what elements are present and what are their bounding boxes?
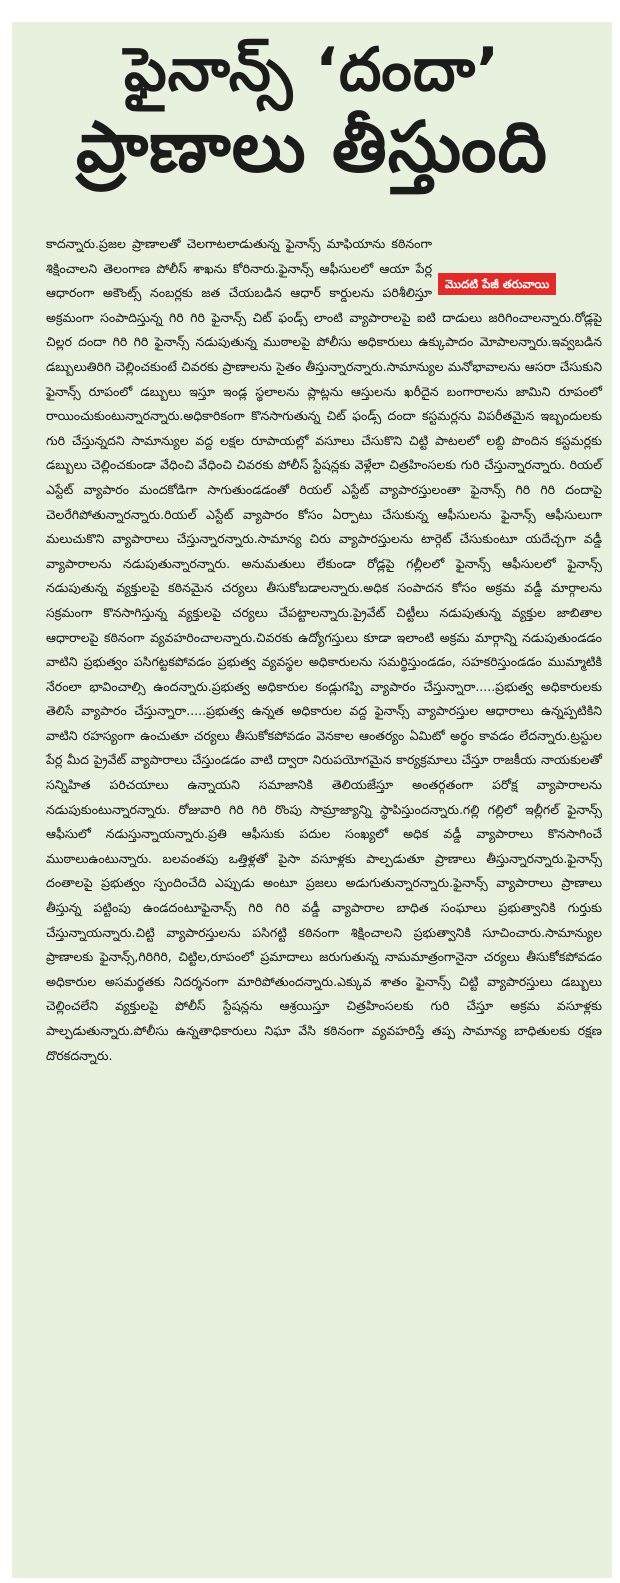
article-body-text: కాదన్నారు.ప్రజల ప్రాణాలతో చెలగాటలాడుతున్న ఫైనాన్స్ మాఫియాను కఠినంగా శిక్షించాలని తెలంగాణ పోలీస్ శాఖను కోరినారు.ఫైనాన్స్ ఆఫీసులలో ఆయా పేర్ల ఆధారంగా అకౌంట్స్ నంబర్లకు జత చేయబడిన ఆధార్ కార్డులను పరిశీలిస్తూ అక్రమంగా సంపాదిస్తున్న గిరి గిరి ఫైనాన్స్ చిట్ ఫండ్స్ లాంటి వ్యాపారాలపై ఐటి దాడులు జరిగించాలన్నారు.రోడ్లపై చిల్లర దందా గిరి గిరి ఫైనాన్స్ నడుపుతున్న ముఠాలపై పోలీసు అధికారులు ఉక్కుపాదం మోపాలన్నారు.ఇవ్వబడిన డబ్బులుతిరిగి చెల్లించకుంటే చివరకు ప్రాణాలను సైతం తీస్తున్నారన్నారు.సామాన్యుల మనోభావాలను ఆసరా చేసుకుని ఫైనాన్స్ రూపంలో డబ్బులు ఇస్తూ ఇండ్ల స్థలాలను ప్లాట్లను ఆస్తులను ఖరీదైన బంగారాలను జామిని రూపంలో రాయించుకుంటున్నారన్నారు.అధికారికంగా కొనసాగుతున్న చిట్ ఫండ్స్ దందా కస్టమర్లను విపరీతమైన ఇబ్బందులకు గురి చేస్తున్నదని సామాన్యుల వద్ద లక్షల రూపాయల్లో వసూలు చేసుకొని చిట్టి పాటలలో లబ్ది పొందిన కస్టమర్లకు డబ్బులు చెల్లించకుండా వేధించి వేధించి చివరకు పోలీస్ స్టేషన్లకు వెళ్లేలా చిత్రహింసలకు గురి చేస్తున్నారన్నారు. రియల్ ఎస్టేట్ వ్యాపారం మందకోడిగా సాగుతుండడంతో రియల్ ఎస్టేట్ వ్యాపారస్తులంతా ఫైనాన్స్ గిరి గిరి దందాపై చెలరేగిపోతున్నారన్నారు.రియల్ ఎస్టేట్ వ్యాపారం కోసం ఏర్పాటు చేసుకున్న ఆఫీసులను ఫైనాన్స్ ఆఫీసులుగా మలుచుకొని వ్యాపారాలు చేస్తున్నారన్నారు.సామాన్య చిరు వ్యాపారస్తులను టార్గెట్ చేసుకుంటూ యదేచ్చగా వడ్డీ వ్యాపారాలను నడుపుతున్నారన్నారు. అనుమతులు లేకుండా రోడ్లపై గల్లీలలో ఫైనాన్స్ ఆఫీసులలో ఫైనాన్స్ నడుపుతున్న వ్యక్తులపై కఠినమైన చర్యలు తీసుకోబడాలన్నారు.అధిక సంపాదన కోసం అక్రమ వడ్డీ మార్గాలను సక్రమంగా కొనసాగిస్తున్న వ్యక్తులపై చర్యలు చేపట్టాలన్నారు.ప్రైవేట్ చిట్టీలు నడుపుతున్న వ్యక్తుల జాబితాల ఆధారాలపై కఠినంగా వ్యవహరించాలన్నారు.చివరకు ఉద్యోగస్తులు కూడా ఇలాంటి అక్రమ మార్గాన్ని నడుపుతుండడం వాటిని ప్రభుత్వం పసిగట్టకపోవడం ప్రభుత్వ వ్యవస్థల అధికారులను సమర్థిస్తుండడం, సహకరిస్తుండడం ముమ్మాటికి నేరంలా భావించాల్సి ఉందన్నారు.ప్రభుత్వ అధికారుల కండ్లుగప్పి వ్యాపారం చేస్తున్నారా.....ప్రభుత్వ అధికారులకు తెలిసే వ్యాపారం చేస్తున్నారా.....ప్రభుత్వ ఉన్నత అధికారుల వద్ద ఫైనాన్స్ వ్యాపారస్తుల ఆధారాలు ఉన్నప్పటికిని వాటిని రహస్యంగా ఉంచుతూ చర్యలు తీసుకోకపోవడం వెనకాల ఆంతర్యం ఏమిటో అర్థం కావడం లేదన్నారు.ట్రస్టుల పేర్ల మీద ప్రైవేట్ వ్యాపారాలు చేస్తుండడం వాటి ద్వారా నిరుపయోగమైన కార్యక్రమాలు చేస్తూ రాజకీయ నాయకులతో సన్నిహిత పరిచయాలు ఉన్నాయని సమాజానికి తెలియజేస్తూ అంతర్గతంగా పరోక్ష వ్యాపారాలను నడుపుకుంటున్నారన్నారు. రోజువారి గిరి గిరి రొంపు సామ్రాజ్యాన్ని స్థాపిస్తుందన్నారు.గల్లి గల్లిలో ఇల్లీగల్ ఫైనాన్స్ ఆఫీసులో నడుస్తున్నాయన్నారు.ప్రతి ఆఫీసుకు పదుల సంఖ్యలో అధిక వడ్డీ వ్యాపారాలు కొనసాగించే ముఠాలుఉంటున్నారు. బలవంతపు ఒత్తిళ్లతో పైసా వసూళ్లకు పాల్పడుతూ ప్రాణాలు తీస్తున్నారన్నారు.ఫైనాన్స్ దంతాలపై ప్రభుత్వం స్పందించేది ఎప్పుడు అంటూ ప్రజలు అడుగుతున్నారన్నారు.ఫైనాన్స్ వ్యాపారాలు ప్రాణాలు తీస్తున్న పట్టింపు ఉండదంటూఫైనాన్స్ గిరి గిరి వడ్డీ వ్యాపారాల బాధిత సంఘాలు ప్రభుత్వానికి గుర్తుకు చేస్తున్నాయన్నారు.చిట్టి వ్యాపారస్తులను పసిగట్టి కఠినంగా శిక్షించాలని ప్రభుత్వానికి సూచించారు.సామాన్యుల ప్రాణాలకు ఫైనాన్స్,గిరిగిరి, చిట్టిల,రూపంలో ప్రమాదాలు జరుగుతున్న నామమాత్రంగానైనా చర్యలు తీసుకోకపోవడం అధికారుల అసమర్థతకు నిదర్శనంగా మారిపోతుందన్నారు.ఎక్కువ శాతం ఫైనాన్స్ చిట్టి వ్యాపారస్తులు డబ్బులు చెల్లించలేని వ్యక్తులపై పోలీస్ స్టేషన్లను ఆశ్రయిస్తూ చిత్రహింసలకు గురి చేస్తూ అక్రమ వసూళ్లకు పాల్పడుతున్నారు.పోలీసు ఉన్నతాధికారులు నిఘా వేసి కఠినంగా వ్యవహరిస్తే తప్ప సామాన్య బాధితులకు రక్షణ దొరకదన్నారు. (46, 236, 602, 1063)
article-body (46, 232, 602, 1068)
headline-line-2: ప్రాణాలు తీస్తుంది (76, 106, 548, 188)
headline-line-1: ఫైనాన్స్ ‘దందా’ (123, 35, 501, 105)
continued-from-front-page-badge: మొదటి పేజీ తరువాయి (438, 273, 556, 295)
